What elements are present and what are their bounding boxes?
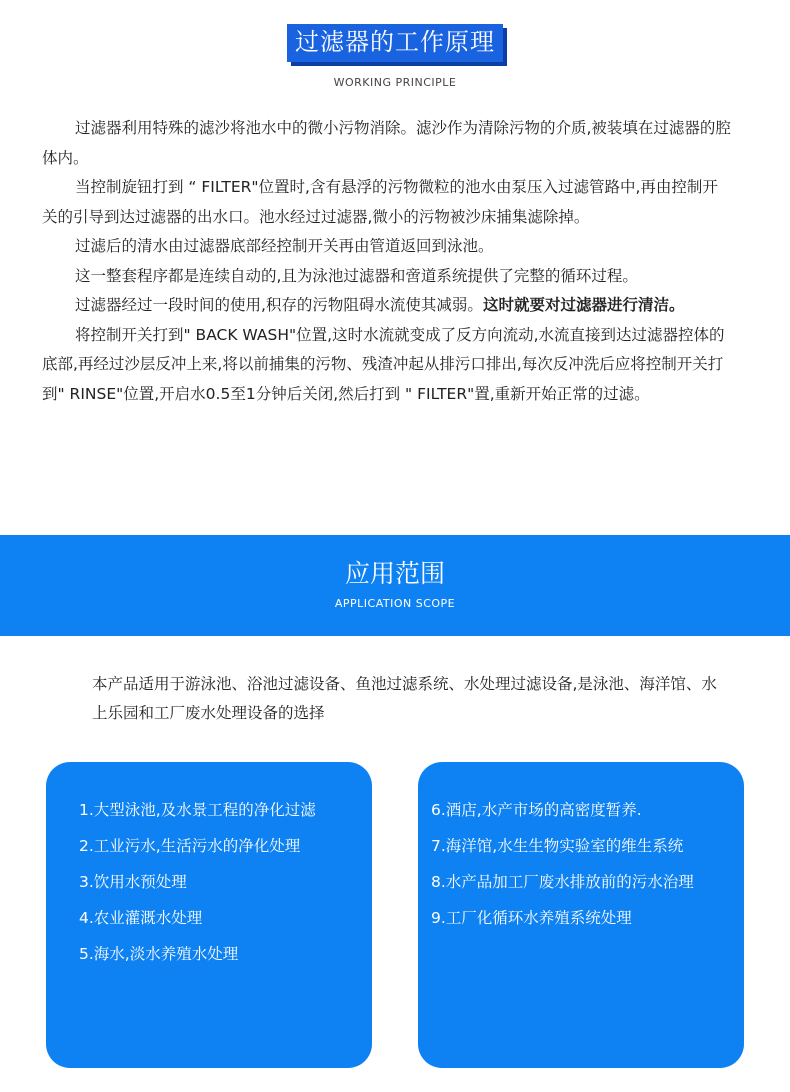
list-item: 1.大型泳池,及水景工程的净化过滤	[79, 801, 316, 819]
application-card-left	[46, 762, 372, 1068]
paragraph: 过滤后的清水由过滤器底部经控制开关再由管道返回到泳池。	[75, 237, 494, 255]
list-item: 7.海洋馆,水生生物实验室的维生系统	[431, 837, 684, 855]
principle-text	[42, 114, 732, 409]
section-title-wrap	[0, 24, 790, 62]
paragraph: 当控制旋钮打到 “ FILTER"位置时,含有悬浮的污物微粒的池水由泵压入过滤管路中,再由控制开关的引导到达过滤器的出水口。池水经过过滤器,微小的污物被沙床捕集滤除掉。	[42, 178, 718, 226]
paragraph: 这一整套程序都是连续自动的,且为泳池过滤器和啻道系统提供了完整的循环过程。	[75, 266, 638, 285]
list-item: 3.饮用水预处理	[79, 873, 187, 891]
list-item: 4.农业灌溉水处理	[79, 909, 203, 927]
list-item: 8.水产品加工厂废水排放前的污水治理	[431, 873, 694, 891]
list-item: 9.工厂化循环水养殖系统处理	[431, 909, 632, 927]
application-intro: 本产品适用于游泳池、浴池过滤设备、鱼池过滤系统、水处理过滤设备,是泳池、海洋馆、水上乐园和工厂废水处理设备的选择	[92, 675, 717, 722]
section-title: 过滤器的工作原理	[287, 24, 503, 62]
application-title: 应用范围	[344, 559, 445, 588]
list-item: 2.工业污水,生活污水的净化处理	[79, 837, 301, 855]
paragraph-text: 过滤器经过一段时间的使用,积存的污物阻碍水流使其减弱。	[75, 296, 483, 314]
list-item: 5.海水,淡水养殖水处理	[79, 945, 239, 963]
paragraph: 过滤器利用特殊的滤沙将池水中的微小污物消除。滤沙作为清除污物的介质,被装填在过滤器的腔体内。	[42, 119, 731, 167]
paragraph: 将控制开关打到" BACK WASH"位置,这时水流就变成了反方向流动,水流直接到达过滤器控体的底部,再经过沙层反冲上来,将以前捕集的污物、残渣冲起从排污口排出,每次反冲洗后应将控制开关打到" RINSE"位置,开启水0.5至1分钟后关闭,然后打到 " FILTER"置,重新开始正常的过滤。	[42, 325, 725, 403]
paragraph-emphasis: 这时就要对过滤器进行清洁。	[482, 296, 685, 314]
section-subtitle: WORKING PRINCIPLE	[333, 76, 457, 89]
application-subtitle: APPLICATION SCOPE	[334, 597, 456, 610]
application-card-right	[418, 762, 744, 1068]
list-item: 6.酒店,水产市场的高密度暂养.	[431, 801, 642, 819]
paragraph	[42, 291, 732, 321]
application-banner	[0, 535, 790, 636]
